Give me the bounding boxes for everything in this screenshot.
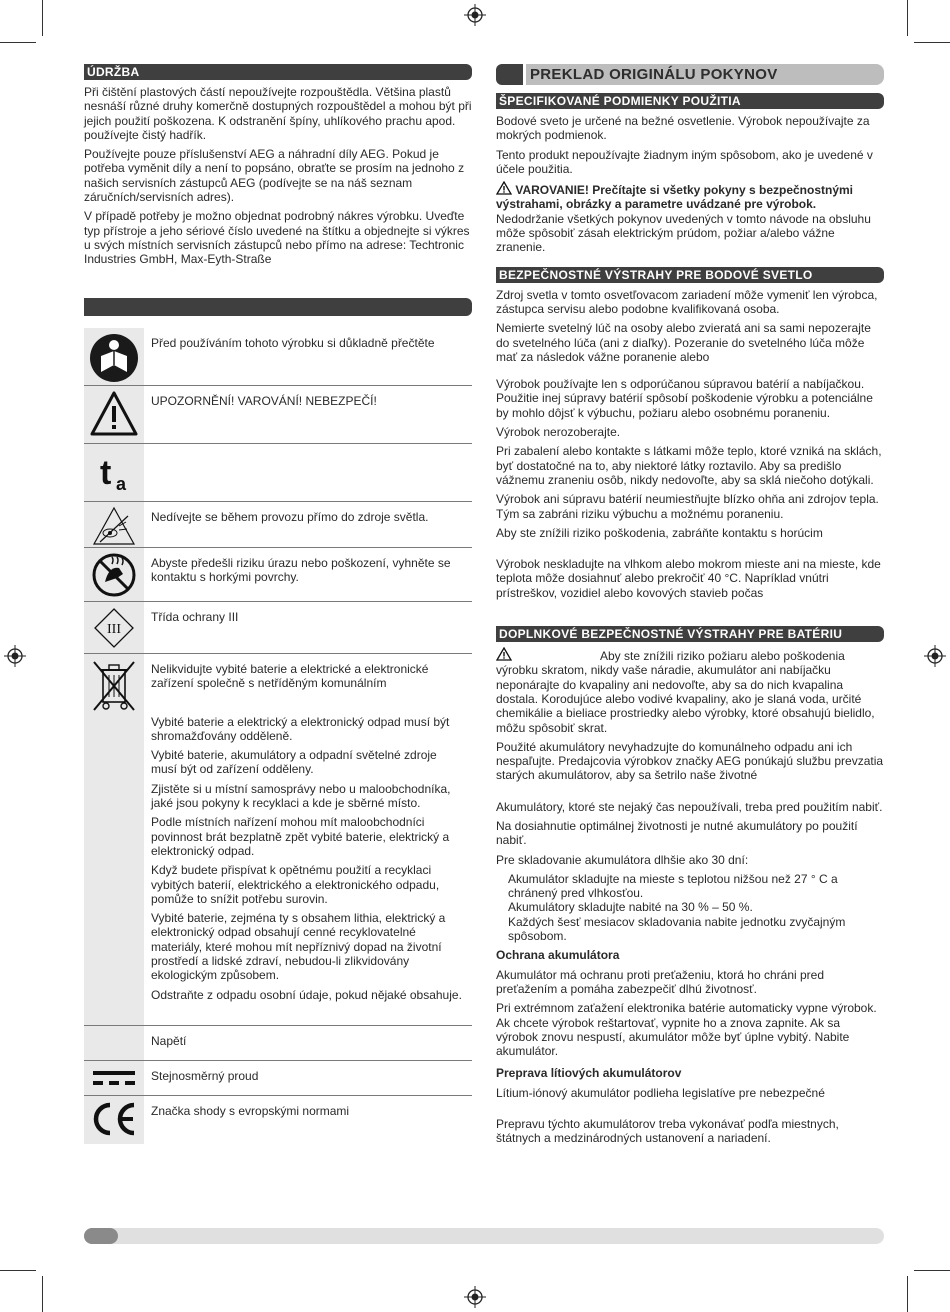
section-heading-safety: BEZPEČNOSTNÉ VÝSTRAHY PRE BODOVÉ SVETLO: [496, 267, 884, 283]
safety-paragraph: Výrobok ani súpravu batérií neumiestňujte blízko ohňa ani zdrojov tepla. Tým sa zabráni riziku výbuchu a možnému poraneniu.: [496, 492, 879, 521]
symbol-text: Zjistěte si u místní samosprávy nebo u maloobchodníka, jaké jsou pokyny k recyklaci a kde je sběrné místo.: [151, 781, 451, 811]
maintenance-paragraph: V případě potřeby je možno objednat podrobný nákres výrobku. Uveďte typ přístroje a jeho sériové číslo uvedené na štítku a objednejte si výkres u svých místních servisních zástupců nebo přímo na adrese: Techtronic Industries GmbH, Max-Eyth-Straße: [84, 209, 470, 267]
battery-paragraph: Použité akumulátory nevyhadzujte do komunálneho odpadu ani ich nespaľujte. Predajcovia výrobkov značky AEG ponúkajú službu prevzatia starých akumulátorov, aby sa šetrilo naše životné: [496, 739, 884, 783]
symbol-text: Vybité baterie a elektrický a elektronický odpad musí být shromažďovány odděleně.: [151, 714, 450, 743]
battery-paragraph: Na dosiahnutie optimálnej životnosti je nutné akumulátory po použití nabiť.: [496, 818, 858, 848]
ambient-temperature-icon: [84, 444, 144, 501]
symbol-text: Abyste předešli riziku úrazu nebo poškození, vyhněte se kontaktu s horkými povrchy.: [151, 556, 451, 585]
maintenance-paragraph: Při čištění plastových částí nepoužívejte rozpouštědla. Většina plastů nesnáší různé druhy komerčně dostupných rozpouštědel a mohou být při jejich použití poškozena. K odstranění špíny, uhlíkového prachu apod. používejte čistý hadřík.: [84, 85, 472, 142]
registration-mark-icon: [924, 645, 946, 667]
language-box: [496, 64, 523, 85]
symbol-text: Vybité baterie, akumulátory a odpadní světelné zdroje musí být od zařízení odděleny.: [151, 748, 437, 777]
symbol-row: [84, 386, 472, 444]
spacer: [496, 1100, 884, 1112]
symbol-row: [84, 602, 472, 654]
symbol-row: [84, 1096, 472, 1144]
storage-item: Akumulátor skladujte na mieste s teplotou nižšou než 27 ° C a chránený pred vlhkosťou.: [508, 871, 838, 901]
crop-mark: [914, 42, 950, 43]
page-title: PREKLAD ORIGINÁLU POKYNOV: [530, 66, 778, 83]
symbol-text: UPOZORNĚNÍ! VAROVÁNÍ! NEBEZPEČÍ!: [151, 394, 377, 408]
read-manual-icon: [84, 328, 144, 385]
symbol-description: [144, 1061, 472, 1095]
symbols-heading-bar: [84, 298, 472, 316]
symbol-row: [84, 328, 472, 386]
symbol-description: [144, 548, 472, 601]
storage-list: [496, 872, 884, 943]
symbol-text: Napětí: [151, 1034, 187, 1048]
symbols-table: [84, 298, 472, 1144]
registration-mark-icon: [4, 645, 26, 667]
crop-mark: [42, 0, 43, 36]
battery-warning-paragraph: [496, 647, 884, 735]
safety-paragraph: Zdroj svetla v tomto osvetľovacom zariadení môže vymeniť len výrobca, zástupca servisu alebo podobne kvalifikovaná osoba.: [496, 287, 878, 316]
safety-paragraph: Výrobok neskladujte na vlhkom alebo mokrom mieste ani na mieste, kde teplota môže dosiahnuť alebo prekročiť 40 °C. Napríklad vnútri prístreškov, vozidiel alebo kovových stavieb počas: [496, 557, 881, 600]
do-not-touch-hot-surface-icon: [84, 548, 144, 601]
section-heading-battery: DOPLNKOVÉ BEZPEČNOSTNÉ VÝSTRAHY PRE BATÉRIU: [496, 626, 884, 642]
symbol-text: Odstraňte z odpadu osobní údaje, pokud nějaké obsahuje.: [151, 987, 462, 1002]
symbol-text: Vybité baterie, zejména ty s obsahem lithia, elektrický a elektronický odpad obsahují cenné recyklovatelné materiály, které mohou mít nepříznivý dopad na životní prostředí a lidské zdraví, nebudou-li zlikvidovány ekologickým způsobem.: [151, 911, 446, 983]
symbol-description: [144, 1026, 472, 1060]
symbol-text: Nedívejte se během provozu přímo do zdroje světla.: [151, 510, 429, 524]
direct-current-icon: [84, 1061, 144, 1095]
spacer: [496, 364, 884, 372]
page-number-pill: [84, 1228, 118, 1244]
section-heading-specification: ŠPECIFIKOVANÉ PODMIENKY POUŽITIA: [496, 93, 884, 109]
symbol-description: [144, 444, 472, 501]
voltage-blank-icon: [84, 1026, 144, 1060]
crossed-out-bin-icon: [84, 654, 144, 1025]
warning-triangle-icon: [496, 181, 512, 195]
storage-item: Akumulátory skladujte nabité na 30 % – 50 %.: [508, 900, 753, 915]
crop-mark: [0, 42, 36, 43]
left-column: [84, 64, 472, 267]
symbol-description: [144, 502, 472, 547]
protection-class-iii-icon: [84, 602, 144, 653]
protection-paragraph: Akumulátor má ochranu proti preťaženiu, ktorá ho chráni pred preťažením a pomáha zabezpečiť dlhú životnosť.: [496, 967, 825, 996]
title-bar: [526, 64, 884, 85]
safety-paragraph: Pri zabalení alebo kontakte s látkami môže teplo, ktoré vzniká na sklách, byť dostatočné na to, aby niektoré látky roztavilo. Aby sa predišlo vážnemu zraneniu osôb, nikdy nedovoľte, aby sa sklá niečoho dotýkali.: [496, 444, 882, 487]
symbol-row: [84, 444, 472, 502]
subheading-transport: Preprava lítiových akumulátorov: [496, 1066, 682, 1081]
crop-mark: [907, 0, 908, 36]
storage-item: Každých šesť mesiacov skladovania nabite jednotku zvyčajným spôsobom.: [508, 914, 846, 944]
battery-warning-text: Aby ste znížili riziko požiaru alebo poškodenia výrobku skratom, nikdy vaše náradie, akumulátor ani nabíjačku neponárajte do kvapaliny ani nedovoľte, aby sa do nich kvapalina dostala. Korodujúce alebo vodivé kvapaliny, ako je slaná voda, určité chemikálie a bieliace prostriedky alebo výrobky, ktoré obsahujú bielidlo, môžu spôsobiť skrat.: [496, 649, 875, 735]
warning-text: Nedodržanie všetkých pokynov uvedených v tomto návode na obsluhu môže spôsobiť zásah elektrickým prúdom, požiar a/alebo vážne zranenie.: [496, 211, 871, 255]
crop-mark: [0, 1270, 36, 1271]
battery-paragraph: Akumulátory, ktoré ste nejaký čas nepoužívali, treba pred použitím nabiť.: [496, 799, 883, 814]
symbol-row: [84, 654, 472, 1026]
symbol-row: [84, 1061, 472, 1096]
footer-bar: [84, 1228, 884, 1244]
safety-paragraph: Aby ste znížili riziko poškodenia, zabráňte kontaktu s horúcim: [496, 525, 823, 540]
symbol-text: Nelikvidujte vybité baterie a elektrické a elektronické zařízení společně s netříděným komunálním: [151, 662, 429, 691]
maintenance-paragraph: Používejte pouze příslušenství AEG a náhradní díly AEG. Pokud je potřeba vyměnit díly a není to popsáno, obraťte se prosím na jednoho z našich servisních zástupců AEG (podívejte se na náš seznam záručních/servisních adres).: [84, 147, 465, 205]
battery-paragraph: Pre skladovanie akumulátora dlhšie ako 30 dní:: [496, 852, 749, 867]
transport-paragraph: Lítium-iónový akumulátor podlieha legislatíve pre nebezpečné: [496, 1085, 825, 1100]
warning-triangle-icon: [496, 647, 512, 661]
symbol-description: [144, 386, 472, 443]
subheading-protection: Ochrana akumulátora: [496, 948, 620, 963]
symbol-row: [84, 1026, 472, 1061]
symbol-text: Když budete přispívat k opětnému použití a recyklaci vybitých baterií, elektrického a elektronického odpadu, pomůže to snížit potřebu surovin.: [151, 863, 440, 906]
do-not-look-into-light-icon: [84, 502, 144, 547]
safety-paragraph: Nemierte svetelný lúč na osoby alebo zvieratá ani sa sami nepozerajte do svetelného lúča (ani z diaľky). Pozeranie do svetelného lúča môže mať za následok vážne poranenie alebo: [496, 321, 871, 364]
crop-mark: [42, 1276, 43, 1312]
symbol-row: [84, 502, 472, 548]
svg-text:a: a: [116, 474, 127, 494]
symbol-text: Před používáním tohoto výrobku si důkladně přečtěte: [151, 336, 435, 350]
section-heading-udrzba: ÚDRŽBA: [84, 64, 472, 80]
right-column: [496, 64, 884, 1146]
symbol-description: [144, 1096, 472, 1144]
svg-text:t: t: [100, 454, 112, 492]
spacer: [496, 783, 884, 795]
warning-triangle-icon: [84, 386, 144, 443]
spec-paragraph: Tento produkt nepoužívajte žiadnym iným spôsobom, ako je uvedené v účele použitia.: [496, 147, 873, 176]
symbol-text: Podle místních nařízení mohou mít maloobchodníci povinnost brát bezplatně zpět vybité baterie, elektrický a elektronický odpad.: [151, 815, 450, 858]
registration-mark-icon: [464, 4, 486, 26]
symbol-description: [144, 654, 472, 1025]
symbol-row: [84, 548, 472, 602]
symbol-text: [151, 696, 466, 710]
crop-mark: [907, 1276, 908, 1312]
safety-paragraph: Výrobok používajte len s odporúčanou súpravou batérií a nabíjačkou. Použitie inej súpravy batérií spôsobí poškodenie výrobku a potenciálne by mohlo dôjsť k výbuchu, požiaru alebo osobnému poraneniu.: [496, 377, 873, 420]
protection-paragraph: Pri extrémnom zaťažení elektronika batérie automaticky vypne výrobok. Ak chcete výrobok reštartovať, vypnite ho a znova zapnite. Ak sa výrobok znovu nespustí, akumulátor môže byť úplne vybitý. Nabite akumulátor.: [496, 1001, 877, 1059]
symbol-text: Třída ochrany III: [151, 610, 239, 624]
svg-text:III: III: [107, 622, 121, 637]
spec-paragraph: Bodové sveto je určené na bežné osvetlenie. Výrobok nepoužívajte za mokrých podmienok.: [496, 114, 870, 143]
warning-paragraph: [496, 181, 884, 254]
transport-paragraph: Prepravu týchto akumulátorov treba vykonávať podľa miestnych, štátnych a medzinárodných ustanovení a nariadení.: [496, 1117, 839, 1146]
symbol-description: [144, 602, 472, 653]
crop-mark: [914, 1270, 950, 1271]
symbol-description: [144, 328, 472, 385]
safety-paragraph: Výrobok nerozoberajte.: [496, 425, 621, 440]
symbol-text: Stejnosměrný proud: [151, 1069, 259, 1083]
registration-mark-icon: [464, 1286, 486, 1308]
warning-bold-text: VAROVANIE! Prečítajte si všetky pokyny s bezpečnostnými výstrahami, obrázky a parametre uvádzané pre výrobok.: [496, 183, 854, 212]
ce-mark-icon: [84, 1096, 144, 1144]
symbol-text: Značka shody s evropskými normami: [151, 1104, 350, 1118]
spacer: [496, 540, 884, 552]
